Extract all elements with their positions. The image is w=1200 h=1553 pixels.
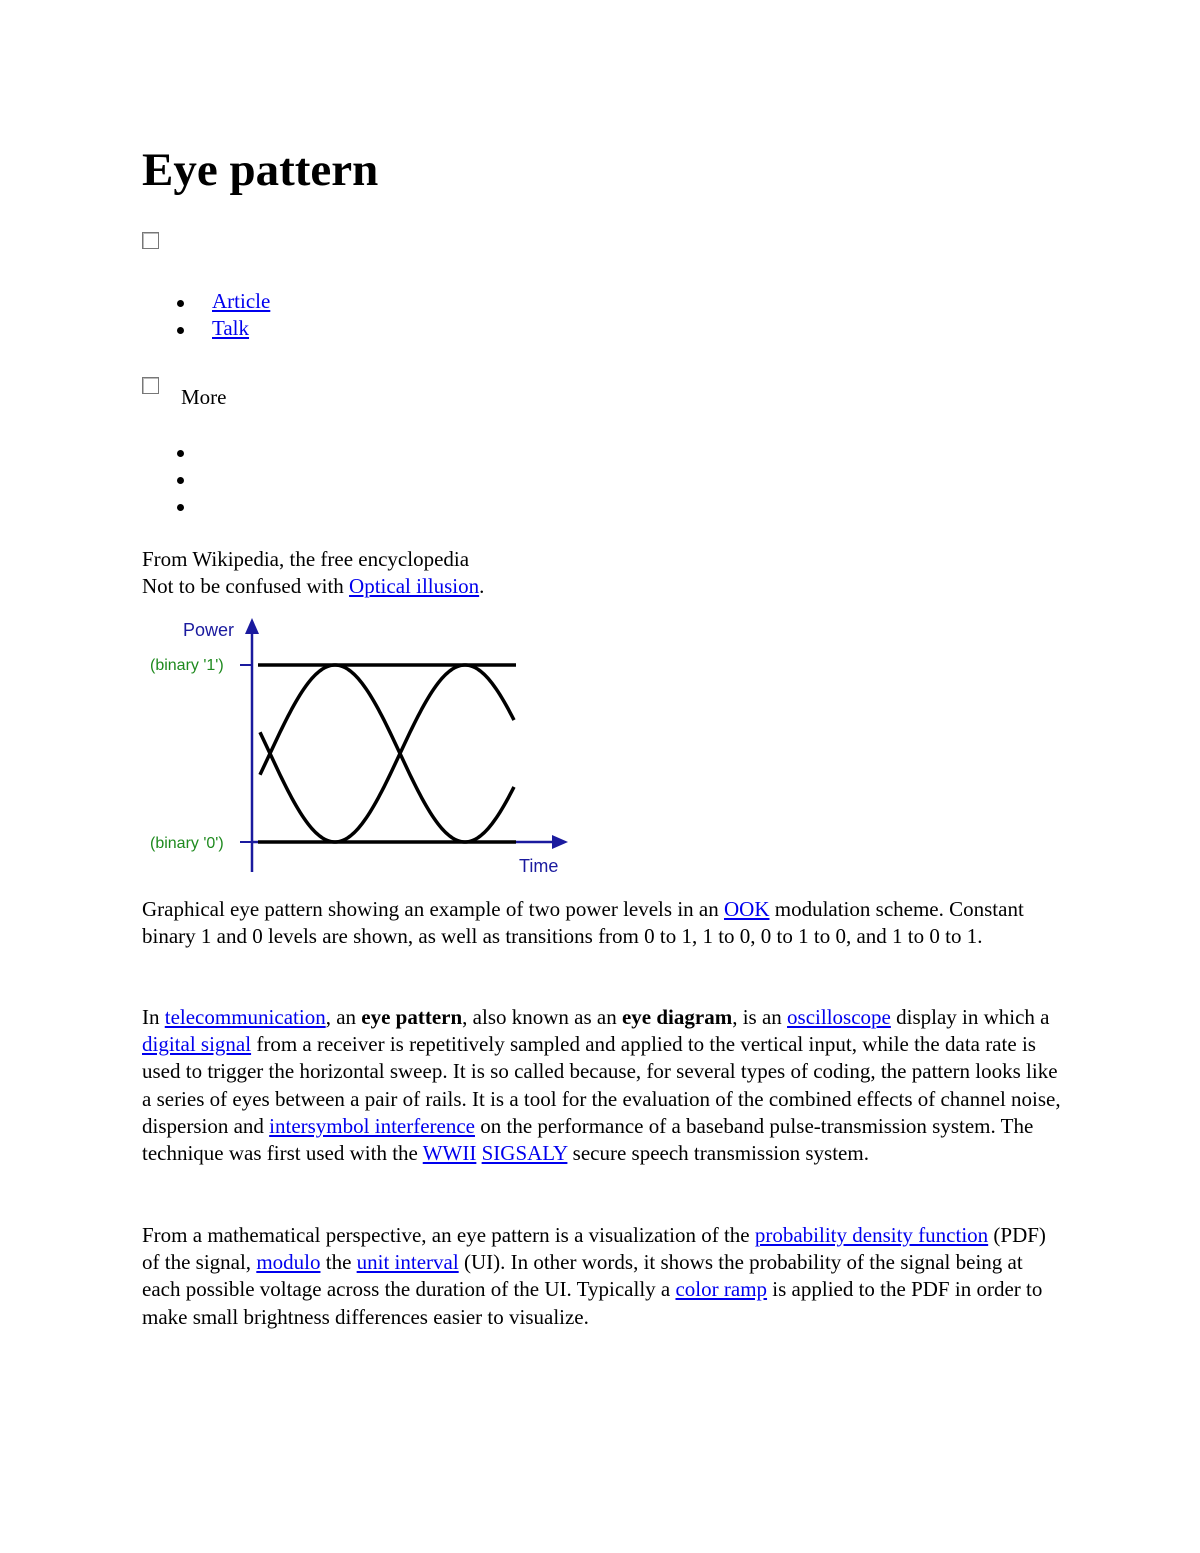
menu-toggle-checkbox[interactable] — [142, 232, 159, 249]
math-paragraph — [142, 1222, 1062, 1331]
time-axis-label: Time — [519, 856, 559, 876]
paragraph-text: is applied to the PDF in order to make small brightness differences easier to visualize. — [142, 1277, 1043, 1329]
tab-talk-item — [142, 315, 270, 342]
probability-density-function-link[interactable]: probability density function — [754, 1223, 989, 1247]
ook-link[interactable]: OOK — [723, 897, 770, 921]
wwii-link[interactable]: WWII — [422, 1141, 477, 1166]
oscilloscope-link[interactable]: oscilloscope — [787, 1005, 891, 1029]
telecommunication-link[interactable]: telecommunication — [164, 1005, 326, 1029]
paragraph-text: , an — [325, 1005, 362, 1029]
binary-one-label: (binary '1') — [150, 657, 224, 674]
hatnote-text: Not to be confused with — [142, 574, 350, 598]
hatnote — [142, 573, 484, 600]
caption-text: modulation scheme. Constant binary 1 and 0 levels are shown, as well as transitions from 0 to 1, 1 to 0, 0 to 1 to 0, and 1 to 0 to 1. — [142, 897, 1024, 949]
power-axis-label: Power — [183, 620, 235, 640]
paragraph-text: , is an — [732, 1005, 788, 1029]
paragraph-text: from a receiver is repetitively sampled and applied to the vertical input, while the data rate is used to trigger the horizontal sweep. It is so called because, for several types of coding, the pattern looks like a series of eyes between a pair of rails. It is a tool for the evaluation of the combined effects of channel noise, dispersion and — [142, 1032, 1061, 1138]
paragraph-text: , also known as an — [462, 1005, 622, 1029]
falling-transition-trace — [260, 665, 514, 842]
optical-illusion-link[interactable]: Optical illusion — [349, 574, 480, 598]
digital-signal-link[interactable]: digital signal — [142, 1032, 252, 1057]
paragraph-text: (PDF) of the signal, — [142, 1223, 1046, 1275]
intersymbol-interference-link[interactable]: intersymbol interference — [269, 1113, 475, 1138]
modulo-link[interactable]: modulo — [256, 1250, 321, 1275]
site-subtitle: From Wikipedia, the free encyclopedia — [142, 547, 470, 571]
paragraph-text: on the performance of a baseband pulse-transmission system. The technique was first used with the — [142, 1113, 1034, 1166]
bold-term: eye pattern — [361, 1005, 463, 1029]
paragraph-text: secure speech transmission system. — [567, 1141, 869, 1166]
tab-article[interactable]: Article — [212, 289, 271, 313]
eye-pattern-figure — [142, 612, 582, 882]
binary-zero-label: (binary '0') — [150, 835, 224, 852]
sigsaly-link[interactable]: SIGSALY — [481, 1141, 568, 1166]
bold-term: eye diagram — [621, 1005, 733, 1029]
more-menu-label[interactable]: More — [181, 385, 227, 409]
tab-talk[interactable]: Talk — [212, 316, 250, 340]
more-menu-list — [142, 438, 212, 519]
unit-interval-link[interactable]: unit interval — [356, 1250, 459, 1275]
more-menu-item[interactable] — [142, 438, 212, 465]
intro-paragraph — [142, 1004, 1062, 1167]
rising-transition-trace — [260, 665, 514, 842]
tab-article-item — [142, 288, 270, 315]
power-axis-arrow-icon — [245, 618, 259, 634]
more-menu-item[interactable] — [142, 492, 212, 519]
page-title: Eye pattern — [142, 144, 379, 196]
color-ramp-link[interactable]: color ramp — [675, 1277, 768, 1302]
paragraph-text: From a mathematical perspective, an eye pattern is a visualization of the — [142, 1223, 755, 1247]
namespace-tabs — [142, 288, 270, 342]
more-menu-item[interactable] — [142, 465, 212, 492]
caption-text: Graphical eye pattern showing an example of two power levels in an — [142, 897, 724, 921]
figure-caption — [142, 896, 1062, 950]
more-menu-checkbox[interactable] — [142, 377, 159, 394]
time-axis-arrow-icon — [552, 835, 568, 849]
hatnote-text: . — [479, 574, 485, 598]
paragraph-text: display in which a — [890, 1005, 1050, 1029]
paragraph-text: the — [320, 1250, 357, 1275]
paragraph-text: In — [142, 1005, 165, 1029]
paragraph-text: (UI). In other words, it shows the probability of the signal being at each possible voltage across the duration of the UI. Typically a — [142, 1250, 1023, 1302]
